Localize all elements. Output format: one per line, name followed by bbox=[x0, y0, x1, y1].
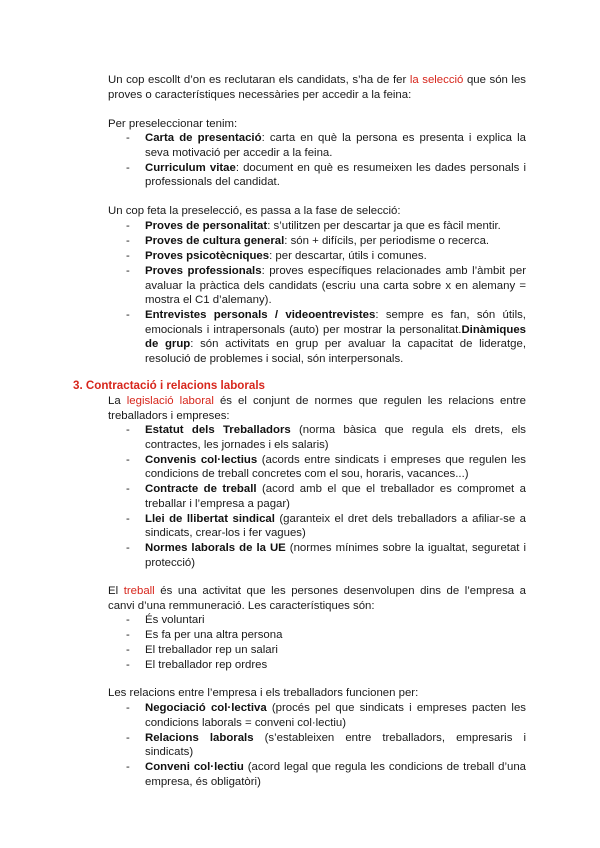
item-desc: (normes mínimes sobre la igualtat, seguretat i protecció) bbox=[145, 542, 526, 569]
list-item bbox=[108, 731, 526, 760]
item-term: Proves de personalitat bbox=[145, 220, 268, 232]
item-term: Entrevistes personals / videoentrevistes bbox=[145, 309, 376, 322]
bullet: - bbox=[126, 761, 130, 774]
list-item bbox=[108, 760, 526, 789]
item-term: Dinàmiques de grup bbox=[145, 323, 526, 351]
list-item bbox=[108, 701, 526, 730]
item-term: Llei de llibertat sindical bbox=[145, 512, 275, 525]
list-item bbox=[108, 613, 526, 628]
intro-text: Un cop escollt d’on es reclutaran els candidats, s’ha de fer bbox=[108, 74, 410, 86]
item-desc: : proves específiques relacionades amb l’àmbit per avaluar la pràctica dels candidats (escriu una carta sobre x en alemany = mostra el C1 d’alemany). bbox=[145, 264, 526, 307]
legislation-intro bbox=[108, 394, 526, 423]
legislation-list bbox=[108, 423, 526, 571]
list-item bbox=[108, 628, 526, 643]
bullet: - bbox=[126, 453, 130, 466]
item-desc: (acord amb el que el treballador es compromet a treballar i l’empresa a pagar) bbox=[145, 483, 526, 510]
item-term: Contracte de treball bbox=[145, 483, 257, 496]
list-item bbox=[108, 161, 526, 190]
list-item bbox=[108, 512, 526, 541]
bullet: - bbox=[126, 249, 130, 262]
item-desc: El treballador rep un salari bbox=[145, 643, 278, 656]
item-term: Carta de presentació bbox=[145, 132, 262, 144]
item-term: Normes laborals de la UE bbox=[145, 542, 286, 555]
intro-text-end: que són les proves o característiques necessàries per accedir a la feina: bbox=[108, 74, 526, 101]
item-desc: : sempre es fan, són útils, emocionals i intrapersonals (auto) per mostrar la personalitat. bbox=[145, 309, 526, 336]
bullet: - bbox=[126, 512, 130, 525]
bullet: - bbox=[126, 424, 130, 436]
bullet: - bbox=[126, 702, 130, 714]
item-desc: : per descartar, útils i comunes. bbox=[269, 249, 427, 262]
bullet: - bbox=[126, 132, 130, 144]
item-term: Negociació col·lectiva bbox=[145, 702, 267, 714]
item-desc: : carta en què la persona es presenta i explica la seva motivació per accedir a la feina. bbox=[145, 132, 526, 159]
bullet: - bbox=[126, 542, 130, 555]
work-list bbox=[108, 613, 526, 673]
item-term: Relacions laborals bbox=[145, 731, 254, 744]
item-desc: (acords entre sindicats i empreses que regulen les condicions de treball concretes com el sou, horaris, vacances...) bbox=[145, 453, 526, 481]
item-term: Proves de cultura general bbox=[145, 234, 285, 247]
bullet: - bbox=[126, 483, 130, 496]
list-item bbox=[108, 643, 526, 658]
highlight-legislation: legislació laboral bbox=[126, 395, 214, 407]
preselection-intro: Per preseleccionar tenim: bbox=[108, 118, 238, 130]
item-desc: (s’estableixen entre treballadors, empresaris i sindicats) bbox=[145, 731, 526, 759]
item-term: Proves psicotècniques bbox=[145, 249, 270, 262]
highlight-work: treball bbox=[123, 585, 155, 597]
list-item bbox=[108, 658, 526, 673]
item-term: Estatut dels Treballadors bbox=[145, 424, 291, 436]
bullet: - bbox=[126, 220, 130, 232]
item-desc: : són + difícils, per periodisme o recerca. bbox=[284, 234, 490, 247]
item-desc: El treballador rep ordres bbox=[145, 658, 268, 671]
preselection-list bbox=[108, 131, 526, 190]
item-term: Convenis col·lectius bbox=[145, 453, 258, 466]
item-desc: : són activitats en grup per avaluar la capacitat de lideratge, resolució de problemes i social, són interpersonals. bbox=[145, 338, 526, 365]
bullet: - bbox=[126, 234, 130, 247]
list-item bbox=[108, 264, 526, 308]
legislation-text-end: és el conjunt de normes que regulen les relacions entre treballadors i empreses: bbox=[108, 395, 526, 422]
item-desc: : document en què es resumeixen les dades personals i professionals del candidat. bbox=[145, 161, 526, 189]
item-desc: (acord legal que regula les condicions de treball d’una empresa, és obligatòri) bbox=[145, 761, 526, 788]
item-desc: És voluntari bbox=[145, 614, 205, 626]
item-desc: (procés pel que sindicats i empreses pacten les condicions laborals = conveni col·lectiu) bbox=[145, 702, 526, 729]
list-item bbox=[108, 482, 526, 511]
list-item bbox=[108, 249, 526, 264]
list-item bbox=[108, 541, 526, 570]
bullet: - bbox=[126, 731, 130, 744]
relations-intro: Les relacions entre l’empresa i els treballadors funcionen per: bbox=[108, 687, 419, 699]
bullet: - bbox=[126, 628, 130, 641]
work-paragraph bbox=[108, 584, 526, 613]
relations-list bbox=[108, 701, 526, 790]
legislation-text: La bbox=[108, 395, 127, 407]
bullet: - bbox=[126, 658, 130, 671]
section-heading: 3. Contractació i relacions laborals bbox=[73, 379, 266, 392]
item-desc: (norma bàsica que regula els drets, els contractes, les jornades i els salaris) bbox=[145, 424, 527, 451]
selection-intro: Un cop feta la preselecció, es passa a la fase de selecció: bbox=[108, 205, 401, 217]
bullet: - bbox=[126, 309, 130, 322]
item-term: Curriculum vitae bbox=[145, 161, 236, 174]
bullet: - bbox=[126, 161, 130, 174]
item-term: Proves professionals bbox=[145, 264, 262, 277]
item-term: Conveni col·lectiu bbox=[145, 761, 244, 774]
list-item bbox=[108, 219, 526, 234]
item-desc: Es fa per una altra persona bbox=[145, 628, 283, 641]
item-desc: (garanteix el dret dels treballadors a afiliar-se a sindicats, crear-los i fer vagues) bbox=[145, 512, 526, 540]
work-text-end: és una activitat que les persones desenvolupen dins de l’empresa a canvi d’una remmuneració. Les característiques són: bbox=[108, 585, 527, 612]
item-desc: : s’utilitzen per descartar ja que es fàcil mentir. bbox=[267, 220, 501, 232]
selection-list bbox=[108, 219, 526, 367]
list-item bbox=[108, 308, 526, 366]
intro-paragraph bbox=[108, 73, 526, 102]
bullet: - bbox=[126, 614, 130, 626]
highlight-selection: la selecció bbox=[409, 74, 464, 86]
list-item bbox=[108, 423, 526, 452]
bullet: - bbox=[126, 264, 130, 277]
list-item bbox=[108, 453, 526, 482]
bullet: - bbox=[126, 643, 130, 656]
work-text: El bbox=[108, 585, 124, 597]
list-item bbox=[108, 234, 526, 249]
list-item bbox=[108, 131, 526, 160]
